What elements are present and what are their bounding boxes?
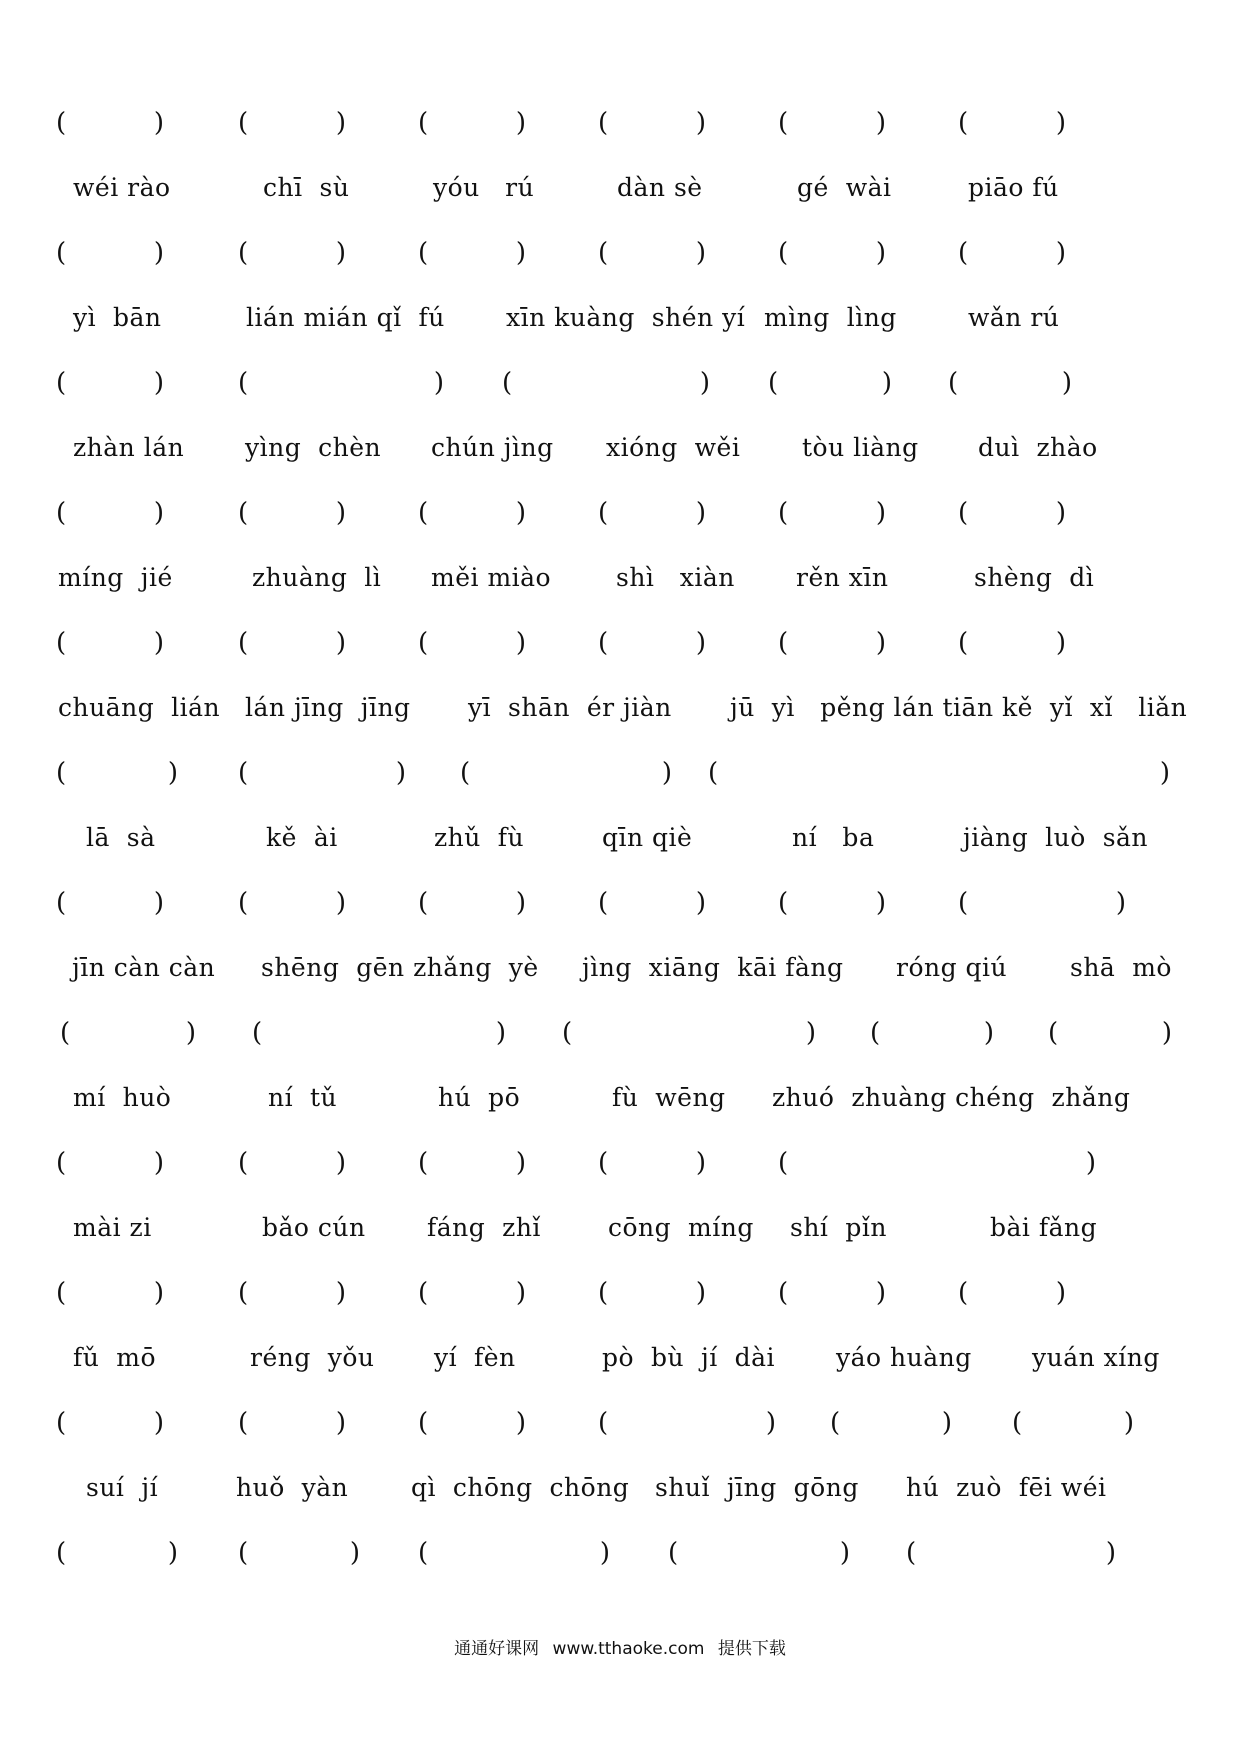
pinyin-word: mí huò bbox=[73, 1083, 172, 1112]
pinyin-word: fù wēng bbox=[612, 1083, 726, 1112]
pinyin-word: róng qiú bbox=[896, 953, 1008, 982]
pinyin-word: zhuó zhuàng chéng zhǎng bbox=[772, 1083, 1131, 1112]
pinyin-word: shēng gēn zhǎng yè bbox=[261, 953, 539, 982]
bracket-row: ( ) ( ) ( ) ( ) ( ) ( ) bbox=[56, 238, 1066, 268]
pinyin-word: piāo fú bbox=[968, 173, 1059, 202]
pinyin-word: yì bān bbox=[73, 303, 162, 332]
pinyin-word: rěn xīn bbox=[796, 563, 889, 592]
pinyin-word: ní ba bbox=[792, 823, 875, 852]
pinyin-word: pò bù jí dài bbox=[602, 1343, 775, 1372]
pinyin-word: mài zi bbox=[73, 1213, 152, 1242]
footer-suffix: 提供下载 bbox=[717, 1639, 786, 1659]
pinyin-word: kě ài bbox=[266, 823, 338, 852]
pinyin-row bbox=[0, 688, 1240, 728]
pinyin-word: fǔ mō bbox=[73, 1343, 157, 1372]
pinyin-word: bài fǎng bbox=[990, 1213, 1098, 1242]
pinyin-word: yóu rú bbox=[433, 173, 535, 202]
pinyin-word: wéi rào bbox=[73, 173, 171, 202]
pinyin-word: ní tǔ bbox=[268, 1083, 338, 1112]
pinyin-word: shā mò bbox=[1070, 953, 1172, 982]
pinyin-word: xīn kuàng shén yí bbox=[506, 303, 746, 332]
bracket-row: ( ) ( ) ( ) ( ) ( ) ( ) bbox=[56, 1278, 1066, 1308]
pinyin-word: bǎo cún bbox=[262, 1213, 366, 1242]
pinyin-word: yìng chèn bbox=[245, 433, 382, 462]
bracket-row: ( ) ( ) ( ) ( ) ( ) ( ) bbox=[56, 108, 1066, 138]
pinyin-word: wǎn rú bbox=[968, 303, 1060, 332]
pinyin-word: lā sà bbox=[86, 823, 156, 852]
pinyin-word: qīn qiè bbox=[602, 823, 693, 852]
bracket-row: ( ) ( ) ( ) ( ) bbox=[56, 758, 1170, 788]
bracket-row: ( ) ( ) ( ) ( ) ( ) ( ) bbox=[56, 1408, 1134, 1438]
pinyin-word: lián mián qǐ fú bbox=[246, 303, 445, 332]
bracket-row: ( ) ( ) ( ) ( ) ( ) bbox=[56, 1538, 1116, 1568]
pinyin-row bbox=[0, 298, 1240, 338]
pinyin-word: jīn càn càn bbox=[72, 953, 216, 982]
pinyin-word: tòu liàng bbox=[802, 433, 919, 462]
pinyin-word: duì zhào bbox=[978, 433, 1098, 462]
pinyin-word: jū yì pěng lán tiān kě yǐ xǐ liǎn bbox=[730, 693, 1188, 722]
pinyin-word: cōng míng bbox=[608, 1213, 754, 1242]
pinyin-row bbox=[0, 948, 1240, 988]
pinyin-word: shèng dì bbox=[974, 563, 1095, 592]
bracket-row: ( ) ( ) ( ) ( ) ( ) ( ) bbox=[56, 498, 1066, 528]
pinyin-word: shí pǐn bbox=[790, 1213, 887, 1242]
bracket-row: ( ) ( ) ( ) ( ) ( ) ( ) bbox=[56, 888, 1126, 918]
pinyin-row bbox=[0, 1338, 1240, 1378]
pinyin-row bbox=[0, 558, 1240, 598]
pinyin-word: mìng lìng bbox=[764, 303, 897, 332]
footer-url-link[interactable]: www.tthaoke.com bbox=[552, 1639, 705, 1659]
pinyin-row bbox=[0, 1468, 1240, 1508]
pinyin-word: hú zuò fēi wéi bbox=[906, 1473, 1107, 1502]
pinyin-word: yí fèn bbox=[434, 1343, 516, 1372]
pinyin-row bbox=[0, 1078, 1240, 1118]
pinyin-word: xióng wěi bbox=[606, 433, 741, 462]
pinyin-word: chī sù bbox=[263, 173, 350, 202]
pinyin-word: shì xiàn bbox=[616, 563, 735, 592]
bracket-row: ( ) ( ) ( ) ( ) ( ) bbox=[56, 1148, 1096, 1178]
pinyin-word: zhuàng lì bbox=[252, 563, 382, 592]
pinyin-word: míng jié bbox=[58, 563, 173, 592]
pinyin-word: shuǐ jīng gōng bbox=[655, 1473, 859, 1502]
pinyin-row bbox=[0, 428, 1240, 468]
pinyin-word: yáo huàng bbox=[836, 1343, 972, 1372]
pinyin-word: yī shān ér jiàn bbox=[468, 693, 672, 722]
download-source-footer bbox=[0, 1634, 1240, 1659]
pinyin-word: réng yǒu bbox=[250, 1343, 375, 1372]
bracket-row: ( ) ( ) ( ) ( ) ( ) bbox=[60, 1018, 1172, 1048]
pinyin-word: suí jí bbox=[86, 1473, 159, 1502]
pinyin-word: měi miào bbox=[431, 563, 552, 592]
pinyin-word: zhǔ fù bbox=[434, 823, 525, 852]
footer-site-name: 通通好课网 bbox=[454, 1639, 540, 1659]
pinyin-word: jiàng luò sǎn bbox=[963, 823, 1149, 852]
pinyin-word: lán jīng jīng bbox=[245, 693, 411, 722]
pinyin-row bbox=[0, 168, 1240, 208]
pinyin-word: gé wài bbox=[797, 173, 892, 202]
pinyin-word: chuāng lián bbox=[58, 693, 221, 722]
pinyin-word: dàn sè bbox=[617, 173, 703, 202]
pinyin-row bbox=[0, 818, 1240, 858]
bracket-row: ( ) ( ) ( ) ( ) ( ) ( ) bbox=[56, 628, 1066, 658]
pinyin-word: huǒ yàn bbox=[236, 1473, 349, 1502]
pinyin-word: fáng zhǐ bbox=[427, 1213, 541, 1242]
pinyin-word: zhàn lán bbox=[73, 433, 185, 462]
bracket-row: ( ) ( ) ( ) ( ) ( ) bbox=[56, 368, 1072, 398]
pinyin-word: chún jìng bbox=[431, 433, 554, 462]
pinyin-row bbox=[0, 1208, 1240, 1248]
pinyin-word: jìng xiāng kāi fàng bbox=[582, 953, 844, 982]
pinyin-word: hú pō bbox=[438, 1083, 521, 1112]
pinyin-word: yuán xíng bbox=[1032, 1343, 1160, 1372]
pinyin-word: qì chōng chōng bbox=[411, 1473, 630, 1502]
